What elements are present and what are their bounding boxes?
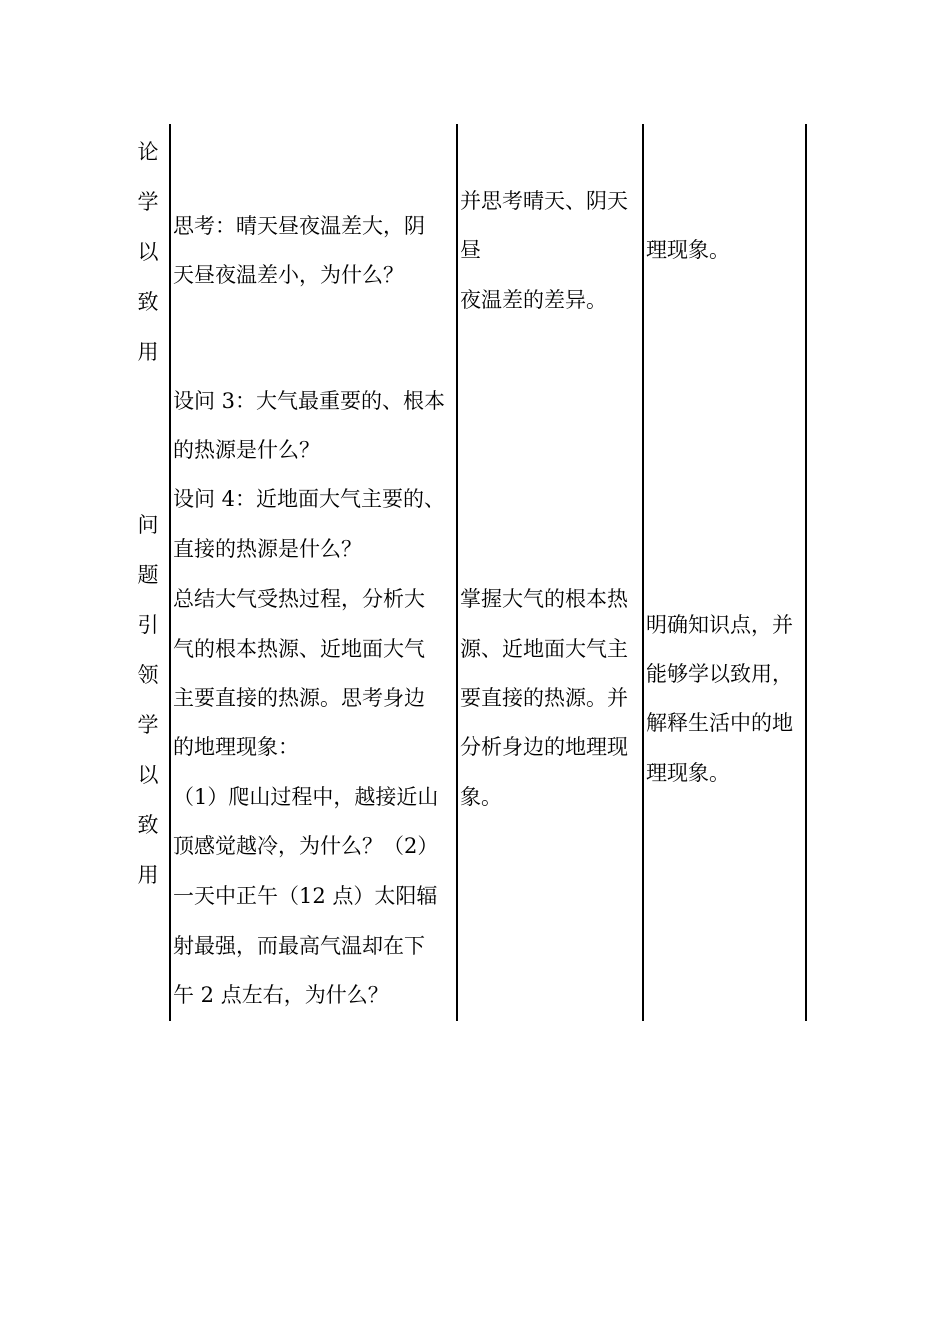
stage-label-1-text: 论学以致用: [137, 140, 159, 364]
col3-line: 理现象。: [646, 761, 730, 785]
table-border-col2: [456, 124, 458, 1021]
col1-line: 设问 3：大气最重要的、根本: [173, 389, 446, 413]
col3-line: 明确知识点，并: [646, 613, 793, 637]
col1-line: 思考：晴天昼夜温差大，阴: [173, 214, 425, 238]
col2-line: 昼: [460, 238, 481, 262]
col1-line: 天昼夜温差小，为什么？: [173, 263, 404, 287]
table-border-right: [805, 124, 807, 1021]
col2-line: 源、近地面大气主: [460, 637, 628, 661]
col1-line: 总结大气受热过程，分析大: [173, 587, 425, 611]
col3-line: 解释生活中的地: [646, 711, 793, 735]
table-border-left: [169, 124, 171, 1021]
col1-line: 一天中正午（12 点）太阳辐: [173, 884, 438, 908]
col2-line: 要直接的热源。并: [460, 686, 628, 710]
col1-line: 设问 4：近地面大气主要的、: [173, 487, 446, 511]
col1-line: （1）爬山过程中，越接近山: [173, 785, 439, 809]
col1-line: 气的根本热源、近地面大气: [173, 637, 425, 661]
stage-label-2: [136, 500, 160, 900]
col1-line: 的热源是什么？: [173, 438, 320, 462]
col2-line: 并思考晴天、阴天: [460, 189, 628, 213]
col1-line: 射最强，而最高气温却在下: [173, 934, 425, 958]
col1-line: 直接的热源是什么？: [173, 537, 362, 561]
stage-label-1: [136, 127, 160, 377]
col2-line: 分析身边的地理现: [460, 735, 628, 759]
col1-line: 主要直接的热源。思考身边: [173, 686, 425, 710]
table-border-col3: [642, 124, 644, 1021]
stage-label-2-text: 问题引领学以致用: [137, 513, 159, 887]
col1-line: 顶感觉越冷，为什么？（2）: [173, 834, 439, 858]
col2-line: 象。: [460, 785, 502, 809]
col2-line: 掌握大气的根本热: [460, 587, 628, 611]
col3-line: 能够学以致用，: [646, 662, 793, 686]
col1-line: 的地理现象：: [173, 735, 299, 759]
col3-line: 理现象。: [646, 238, 730, 262]
col2-line: 夜温差的差异。: [460, 288, 607, 312]
col1-line: 午 2 点左右，为什么？: [173, 983, 389, 1007]
